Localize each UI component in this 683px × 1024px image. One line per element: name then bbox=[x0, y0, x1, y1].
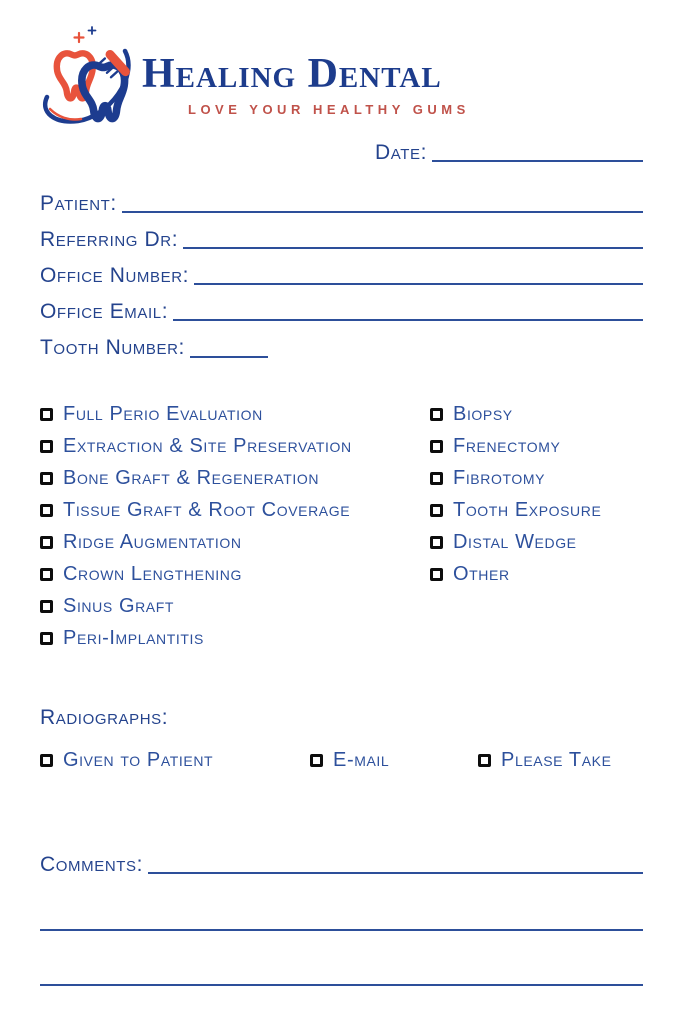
checkbox-peri-implantitis[interactable] bbox=[40, 628, 430, 649]
referring-dr-label: Referring Dr: bbox=[40, 228, 179, 252]
brand-tagline: LOVE YOUR HEALTHY GUMS bbox=[188, 102, 470, 117]
procedure-label: Extraction & Site Preservation bbox=[63, 434, 352, 457]
radiograph-option-label: Please Take bbox=[501, 748, 612, 771]
tooth-number-input-line[interactable] bbox=[190, 340, 268, 358]
checkbox-icon[interactable] bbox=[40, 600, 53, 613]
checkbox-full-perio-evaluation[interactable] bbox=[40, 404, 430, 425]
comments-input-line-1[interactable] bbox=[148, 856, 643, 874]
brand-name: Healing Dental bbox=[142, 51, 442, 97]
checkbox-icon[interactable] bbox=[310, 754, 323, 767]
tooth-number-field-row bbox=[40, 336, 643, 359]
procedure-label: Other bbox=[453, 562, 510, 585]
tagline-row bbox=[142, 102, 486, 117]
checkbox-icon[interactable] bbox=[40, 536, 53, 549]
procedure-label: Crown Lengthening bbox=[63, 562, 242, 585]
checkbox-extraction-site-preservation[interactable] bbox=[40, 436, 430, 457]
comments-field-row bbox=[40, 853, 643, 876]
checkbox-icon[interactable] bbox=[40, 440, 53, 453]
office-email-input-line[interactable] bbox=[173, 303, 643, 321]
procedure-label: Fibrotomy bbox=[453, 466, 546, 489]
date-label: Date: bbox=[375, 141, 428, 164]
checkbox-biopsy[interactable] bbox=[430, 404, 643, 425]
patient-field-row bbox=[40, 192, 643, 215]
procedure-label: Bone Graft & Regeneration bbox=[63, 466, 320, 489]
checkbox-given-to-patient[interactable] bbox=[40, 750, 310, 771]
procedure-column-left bbox=[40, 404, 430, 660]
procedure-label: Tooth Exposure bbox=[453, 498, 602, 521]
procedure-label: Sinus Graft bbox=[63, 594, 175, 617]
office-number-label: Office Number: bbox=[40, 264, 190, 288]
tooth-number-label: Tooth Number: bbox=[40, 336, 185, 360]
office-number-field-row bbox=[40, 264, 643, 287]
office-email-field-row bbox=[40, 300, 643, 323]
radiograph-option-label: Given to Patient bbox=[63, 748, 214, 771]
checkbox-e-mail[interactable] bbox=[310, 750, 478, 771]
referring-dr-input-line[interactable] bbox=[183, 231, 643, 249]
sparkle-icon bbox=[75, 33, 84, 42]
checkbox-bone-graft-regeneration[interactable] bbox=[40, 468, 430, 489]
procedure-label: Ridge Augmentation bbox=[63, 530, 242, 553]
checkbox-please-take[interactable] bbox=[478, 750, 612, 771]
checkbox-icon[interactable] bbox=[40, 632, 53, 645]
checkbox-sinus-graft[interactable] bbox=[40, 596, 430, 617]
tooth-logo-icon bbox=[42, 25, 132, 127]
checkbox-icon[interactable] bbox=[40, 504, 53, 517]
checkbox-icon[interactable] bbox=[40, 408, 53, 421]
procedure-checklist bbox=[40, 404, 643, 660]
comments-label: Comments: bbox=[40, 852, 144, 876]
checkbox-icon[interactable] bbox=[430, 536, 443, 549]
comments-input-line-2[interactable] bbox=[40, 929, 643, 931]
checkbox-icon[interactable] bbox=[430, 472, 443, 485]
checkbox-icon[interactable] bbox=[430, 408, 443, 421]
radiographs-options-row bbox=[40, 750, 643, 771]
logo bbox=[42, 25, 643, 127]
referring-dr-field-row bbox=[40, 228, 643, 251]
checkbox-icon[interactable] bbox=[430, 504, 443, 517]
procedure-label: Tissue Graft & Root Coverage bbox=[63, 498, 351, 521]
office-number-input-line[interactable] bbox=[194, 267, 643, 285]
procedure-label: Full Perio Evaluation bbox=[63, 402, 263, 425]
checkbox-distal-wedge[interactable] bbox=[430, 532, 643, 553]
checkbox-ridge-augmentation[interactable] bbox=[40, 532, 430, 553]
checkbox-tissue-graft-root-coverage[interactable] bbox=[40, 500, 430, 521]
checkbox-tooth-exposure[interactable] bbox=[430, 500, 643, 521]
office-email-label: Office Email: bbox=[40, 300, 169, 324]
radiograph-option-label: E-mail bbox=[333, 748, 390, 771]
checkbox-icon[interactable] bbox=[40, 472, 53, 485]
date-field-row bbox=[40, 141, 643, 164]
patient-label: Patient: bbox=[40, 192, 117, 216]
procedure-label: Frenectomy bbox=[453, 434, 561, 457]
checkbox-icon[interactable] bbox=[40, 754, 53, 767]
date-input-line[interactable] bbox=[432, 144, 643, 162]
procedure-label: Distal Wedge bbox=[453, 530, 577, 553]
checkbox-other[interactable] bbox=[430, 564, 643, 585]
checkbox-frenectomy[interactable] bbox=[430, 436, 643, 457]
patient-input-line[interactable] bbox=[122, 195, 643, 213]
checkbox-crown-lengthening[interactable] bbox=[40, 564, 430, 585]
checkbox-icon[interactable] bbox=[430, 568, 443, 581]
radiographs-heading: Radiographs: bbox=[40, 705, 169, 729]
procedure-label: Biopsy bbox=[453, 402, 513, 425]
comments-input-line-3[interactable] bbox=[40, 984, 643, 986]
sparkle-icon bbox=[89, 27, 96, 34]
checkbox-icon[interactable] bbox=[478, 754, 491, 767]
procedure-label: Peri-Implantitis bbox=[63, 626, 204, 649]
procedure-column-right bbox=[430, 404, 643, 660]
checkbox-icon[interactable] bbox=[40, 568, 53, 581]
checkbox-fibrotomy[interactable] bbox=[430, 468, 643, 489]
checkbox-icon[interactable] bbox=[430, 440, 443, 453]
